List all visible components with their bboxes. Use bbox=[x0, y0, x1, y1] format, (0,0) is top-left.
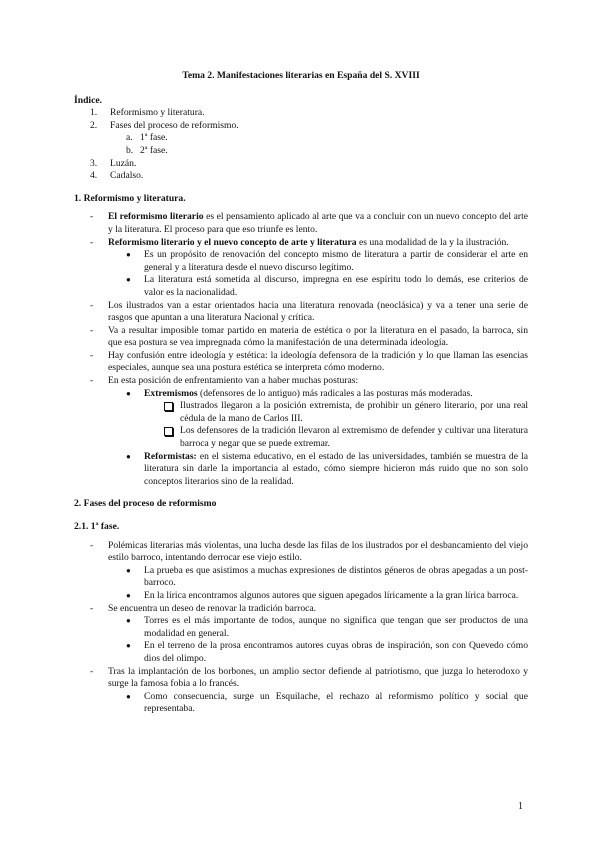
list-item bbox=[74, 300, 528, 325]
list-item-text: Va a resultar imposible tomar partido en materia de estética o por la literatura en el pasado, la barroca, sin que esa postura se vea impregnada cómo la manifestación de una determinada ideología. bbox=[108, 324, 528, 349]
list-item-text: Los defensores de la tradición llevaron al extremismo de defender y cultivar una literatura barroca y negar que se puede extremar. bbox=[180, 425, 528, 450]
list-item bbox=[74, 540, 528, 565]
bullet-icon: ● bbox=[126, 388, 131, 398]
list-item-text: Se encuentra un deseo de renovar la tradición barroca. bbox=[108, 602, 317, 614]
bullet-icon: ● bbox=[126, 451, 131, 461]
dash-marker: - bbox=[90, 375, 94, 387]
list-item-text: Los ilustrados van a estar orientados hacia una literatura renovada (neoclásica) y va a tener una serie de rasgos que apuntan a una literatura Nacional y crítica. bbox=[108, 299, 528, 324]
list-item-text: es una modalidad de la y la ilustración. bbox=[356, 236, 509, 248]
bold-term: El reformismo literario bbox=[108, 211, 204, 223]
list-item-text: Polémicas literarias más violentas, una lucha desde las filas de los ilustrados por el desbancamiento del viejo estilo barroco, intentando derrocar ese viejo estilo. bbox=[108, 539, 528, 564]
list-subitem bbox=[74, 249, 528, 274]
list-item-text: La prueba es que asistimos a muchas expresiones de distintos géneros de obras apegadas a un post-barroco. bbox=[144, 564, 528, 589]
dash-marker: - bbox=[90, 665, 94, 677]
index-marker: b. bbox=[126, 144, 134, 156]
index-marker: 1. bbox=[90, 107, 98, 119]
list-item-text: es el pensamiento aplicado al arte que va a concluir con un nuevo concepto del arte y la literatura. El proceso para que eso triunfe es lento. bbox=[108, 211, 528, 235]
index-subitem bbox=[74, 145, 528, 158]
bold-term: Extremismos bbox=[144, 387, 198, 399]
bullet-icon: ● bbox=[126, 616, 131, 626]
dash-marker: - bbox=[90, 602, 94, 614]
list-item bbox=[74, 375, 528, 388]
section-heading: 2. Fases del proceso de reformismo bbox=[74, 498, 217, 510]
bold-term: Reformistas: bbox=[144, 450, 197, 462]
page-number: 1 bbox=[518, 801, 523, 812]
index-marker: 3. bbox=[90, 157, 98, 169]
list-subitem bbox=[74, 565, 528, 590]
list-item-text: Es un propósito de renovación del concepto mismo de literatura a partir de considerar el arte en general y a literatura desde el nuevo discurso legítimo. bbox=[144, 249, 528, 273]
index-item-text: Cadalso. bbox=[110, 170, 144, 182]
index-item-text: Luzán. bbox=[110, 157, 137, 169]
list-item-text: en el sistema educativo, en el estado de las universidades, también se muestra de la literatura sin darle la importancia al estado, cómo siempre hicieron más ruido que no son solo conceptos literarios sino de la realidad. bbox=[144, 450, 528, 487]
page-content bbox=[74, 70, 528, 716]
index-marker: 4. bbox=[90, 170, 98, 182]
list-subsubitem bbox=[74, 425, 528, 450]
index-item bbox=[74, 120, 528, 133]
dash-marker: - bbox=[90, 349, 94, 361]
index-marker: 2. bbox=[90, 119, 98, 131]
list-subitem bbox=[74, 388, 528, 401]
index-item-text: 2ª fase. bbox=[140, 144, 168, 156]
list-item-text: En la lírica encontramos algunos autores que siguen apegados líricamente a la gran lírica barroca. bbox=[144, 589, 519, 601]
list-item-text: Ilustrados llegaron a la posición extremista, de prohibir un género literario, por una real cédula de la mano de Carlos III. bbox=[180, 400, 528, 424]
list-subitem bbox=[74, 640, 528, 665]
index-heading: Índice. bbox=[74, 94, 102, 106]
bullet-icon: ● bbox=[126, 691, 131, 701]
list-item-text: Como consecuencia, surge un Esquilache, el rechazo al reformismo político y social que representaba. bbox=[144, 690, 528, 715]
index-item-text: 1ª fase. bbox=[140, 132, 168, 144]
document-title: Tema 2. Manifestaciones literarias en España del S. XVIII bbox=[182, 70, 420, 81]
list-item bbox=[74, 211, 528, 236]
list-item bbox=[74, 666, 528, 691]
bullet-icon: ● bbox=[126, 250, 131, 260]
section-heading: 1. Reformismo y literatura. bbox=[74, 192, 186, 204]
list-item bbox=[74, 603, 528, 616]
dash-marker: - bbox=[90, 299, 94, 311]
index-item-text: Reformismo y literatura. bbox=[110, 107, 205, 119]
list-item-text: La literatura está sometida al discurso, impregna en ese espíritu todo lo demás, ese criterios de valor es la nacionalidad. bbox=[144, 274, 528, 298]
list-item-text: En el terreno de la prosa encontramos autores cuyas obras de inspiración, son con Quevedo cómo dios del olimpo. bbox=[144, 640, 528, 664]
list-subitem bbox=[74, 691, 528, 716]
list-subitem bbox=[74, 451, 528, 489]
bullet-icon: ● bbox=[126, 590, 131, 600]
list-item-text: Torres es el más importante de todos, aunque no significa que tengan que ser productos de una modalidad en general. bbox=[144, 615, 528, 639]
list-item bbox=[74, 350, 528, 375]
dash-marker: - bbox=[90, 211, 94, 223]
list-subitem bbox=[74, 615, 528, 640]
index-subitem bbox=[74, 132, 528, 145]
index-item-text: Fases del proceso de reformismo. bbox=[110, 119, 239, 131]
dash-marker: - bbox=[90, 324, 94, 336]
dash-marker: - bbox=[90, 539, 94, 551]
list-item-text: (defensores de lo antiguo) más radicales a las posturas más moderadas. bbox=[197, 387, 473, 399]
list-item-text: En esta posición de enfrentamiento van a haber muchas posturas: bbox=[108, 375, 359, 387]
bullet-icon: ● bbox=[126, 565, 131, 575]
list-item-text: Tras la implantación de los borbones, un amplio sector defiende al patriotismo, que juzga lo heterodoxo y surge la famosa fobia a lo francés. bbox=[108, 665, 528, 690]
index-marker: a. bbox=[126, 132, 133, 144]
list-subitem bbox=[74, 274, 528, 299]
index-item bbox=[74, 107, 528, 120]
list-subitem bbox=[74, 590, 528, 603]
list-item bbox=[74, 237, 528, 250]
index-item bbox=[74, 170, 528, 183]
checkbox-square-icon bbox=[164, 427, 173, 436]
bold-term: Reformismo literario y el nuevo concepto de arte y literatura bbox=[108, 236, 357, 248]
subsection-heading: 2.1. 1ª fase. bbox=[74, 521, 120, 532]
bullet-icon: ● bbox=[126, 641, 131, 651]
checkbox-square-icon bbox=[164, 402, 173, 411]
index-item bbox=[74, 158, 528, 171]
list-item-text: Hay confusión entre ideología y estética: la ideología defensora de la tradición y lo que llaman las esencias especiales, aunque sea una postura estética se interpreta cómo moderno. bbox=[108, 349, 528, 374]
dash-marker: - bbox=[90, 236, 94, 248]
list-item bbox=[74, 325, 528, 350]
list-subsubitem bbox=[74, 400, 528, 425]
bullet-icon: ● bbox=[126, 275, 131, 285]
